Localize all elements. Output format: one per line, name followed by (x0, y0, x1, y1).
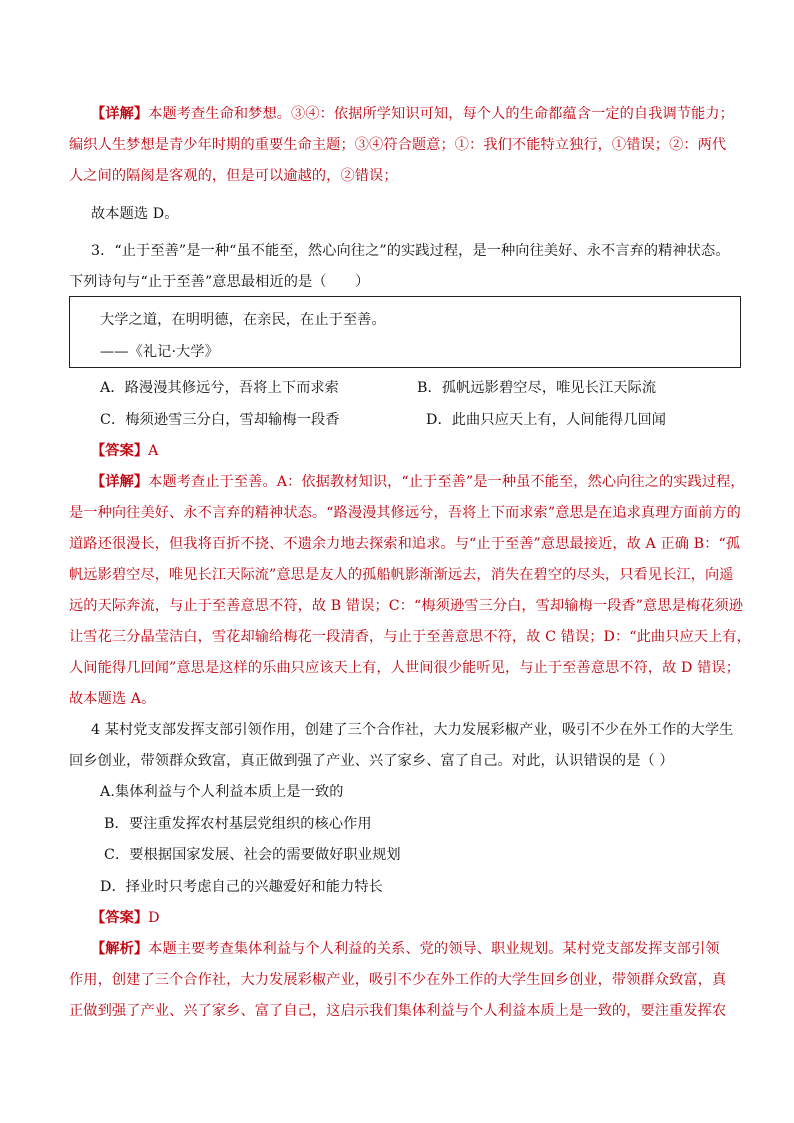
q4-stem-line-1: 4 某村党支部发挥支部引领作用，创建了三个合作社，大力发展彩椒产业，吸引不少在外工作的大学生 (91, 722, 734, 738)
q3-detail-line-5: 远的天际奔流，与止于至善意思不符，故 B 错误；C：“梅须逊雪三分白，雪却输梅一段香”意思是梅花须逊 (69, 598, 744, 614)
q4-analysis-line-3: 正做到强了产业、兴了家乡、富了自己，这启示我们集体利益与个人利益本质上是一致的，要注重发挥农 (69, 1003, 727, 1019)
q3-detail-line-8: 故本题选 A。 (69, 691, 156, 707)
detail-tag: 【详解】 (91, 106, 149, 122)
detail-conclusion: 故本题选 D。 (91, 206, 179, 222)
q3-option-b: B．孤帆远影碧空尽，唯见长江天际流 (417, 380, 657, 396)
q3-answer (91, 441, 159, 461)
q4-answer (91, 908, 160, 928)
q4-answer-value: D (148, 910, 160, 926)
q3-detail-line-7: 人间能得几回闻”意思是这样的乐曲只应该天上有，人世间很少能听见，与止于至善意思不符，故 D 错误； (69, 660, 740, 676)
detail-paragraph-line-3: 人之间的隔阂是客观的，但是可以逾越的，②错误； (69, 168, 398, 184)
q3-stem-line-1: 3．“止于至善”是一种“虽不能至，然心向往之”的实践过程，是一种向往美好、永不言弃的精神状态。 (91, 243, 730, 259)
q3-detail-tag: 【详解】 (91, 474, 149, 490)
q4-analysis-line-2: 作用，创建了三个合作社，大力发展彩椒产业，吸引不少在外工作的大学生回乡创业，带领群众致富，真 (69, 972, 727, 988)
q3-stem-line-2: 下列诗句与“止于至善”意思最相近的是（ ） (69, 274, 370, 290)
q4-option-d: D．择业时只考虑自己的兴趣爱好和能力特长 (100, 879, 383, 895)
q4-stem-line-2: 回乡创业，带领群众致富，真正做到强了产业、兴了家乡、富了自己。对此，认识错误的是（ ） (69, 753, 674, 769)
q3-quote-source: ——《礼记·大学》 (100, 344, 219, 360)
q4-option-b: B．要注重发挥农村基层党组织的核心作用 (104, 816, 372, 832)
q3-detail-line-6: 让雪花三分晶莹洁白，雪花却输给梅花一段清香，与止于至善意思不符，故 C 错误；D：“此曲只应天上有， (69, 629, 751, 645)
q3-detail-line-1: 【详解】本题考查止于至善。A：依据教材知识，“止于至善”是一种虽不能至，然心向往之的实践过程， (91, 474, 745, 490)
q3-answer-tag: 【答案】 (91, 443, 149, 459)
q3-quote-text: 大学之道，在明明德，在亲民，在止于至善。 (100, 312, 386, 328)
q3-option-a: A．路漫漫其修远兮，吾将上下而求索 (100, 380, 339, 396)
q4-option-c: C．要根据国家发展、社会的需要做好职业规划 (104, 847, 401, 863)
detail-paragraph-line-1: 【详解】本题考查生命和梦想。③④：依据所学知识可知，每个人的生命都蕴含一定的自我调节能力； (91, 106, 734, 122)
q4-option-a: A.集体利益与个人利益本质上是一致的 (100, 784, 344, 800)
q3-detail-line-3: 道路还很漫长，但我将百折不挠、不遗余力地去探索和追求。与“止于至善”意思最接近，故 A 正确 B：“孤 (69, 536, 741, 552)
q3-detail-line-4: 帆远影碧空尽，唯见长江天际流”意思是友人的孤船帆影渐渐远去，消失在碧空的尽头，只看见长江，向遥 (69, 567, 734, 583)
q3-answer-value: A (148, 443, 159, 459)
q4-analysis-line-1: 【解析】本题主要考查集体利益与个人利益的关系、党的领导、职业规划。某村党支部发挥支部引领 (91, 941, 720, 957)
q3-option-c: C．梅须逊雪三分白，雪却输梅一段香 (100, 412, 340, 428)
q3-option-d: D．此曲只应天上有，人间能得几回闻 (426, 412, 667, 428)
q4-analysis-tag: 【解析】 (91, 941, 149, 957)
detail-paragraph-line-2: 编织人生梦想是青少年时期的重要生命主题；③④符合题意；①：我们不能特立独行，①错误；②：两代 (69, 137, 727, 153)
q4-answer-tag: 【答案】 (91, 910, 149, 926)
q3-detail-line-2: 是一种向往美好、永不言弃的精神状态。“路漫漫其修远兮，吾将上下而求索”意思是在追求真理方面前方的 (69, 505, 741, 521)
